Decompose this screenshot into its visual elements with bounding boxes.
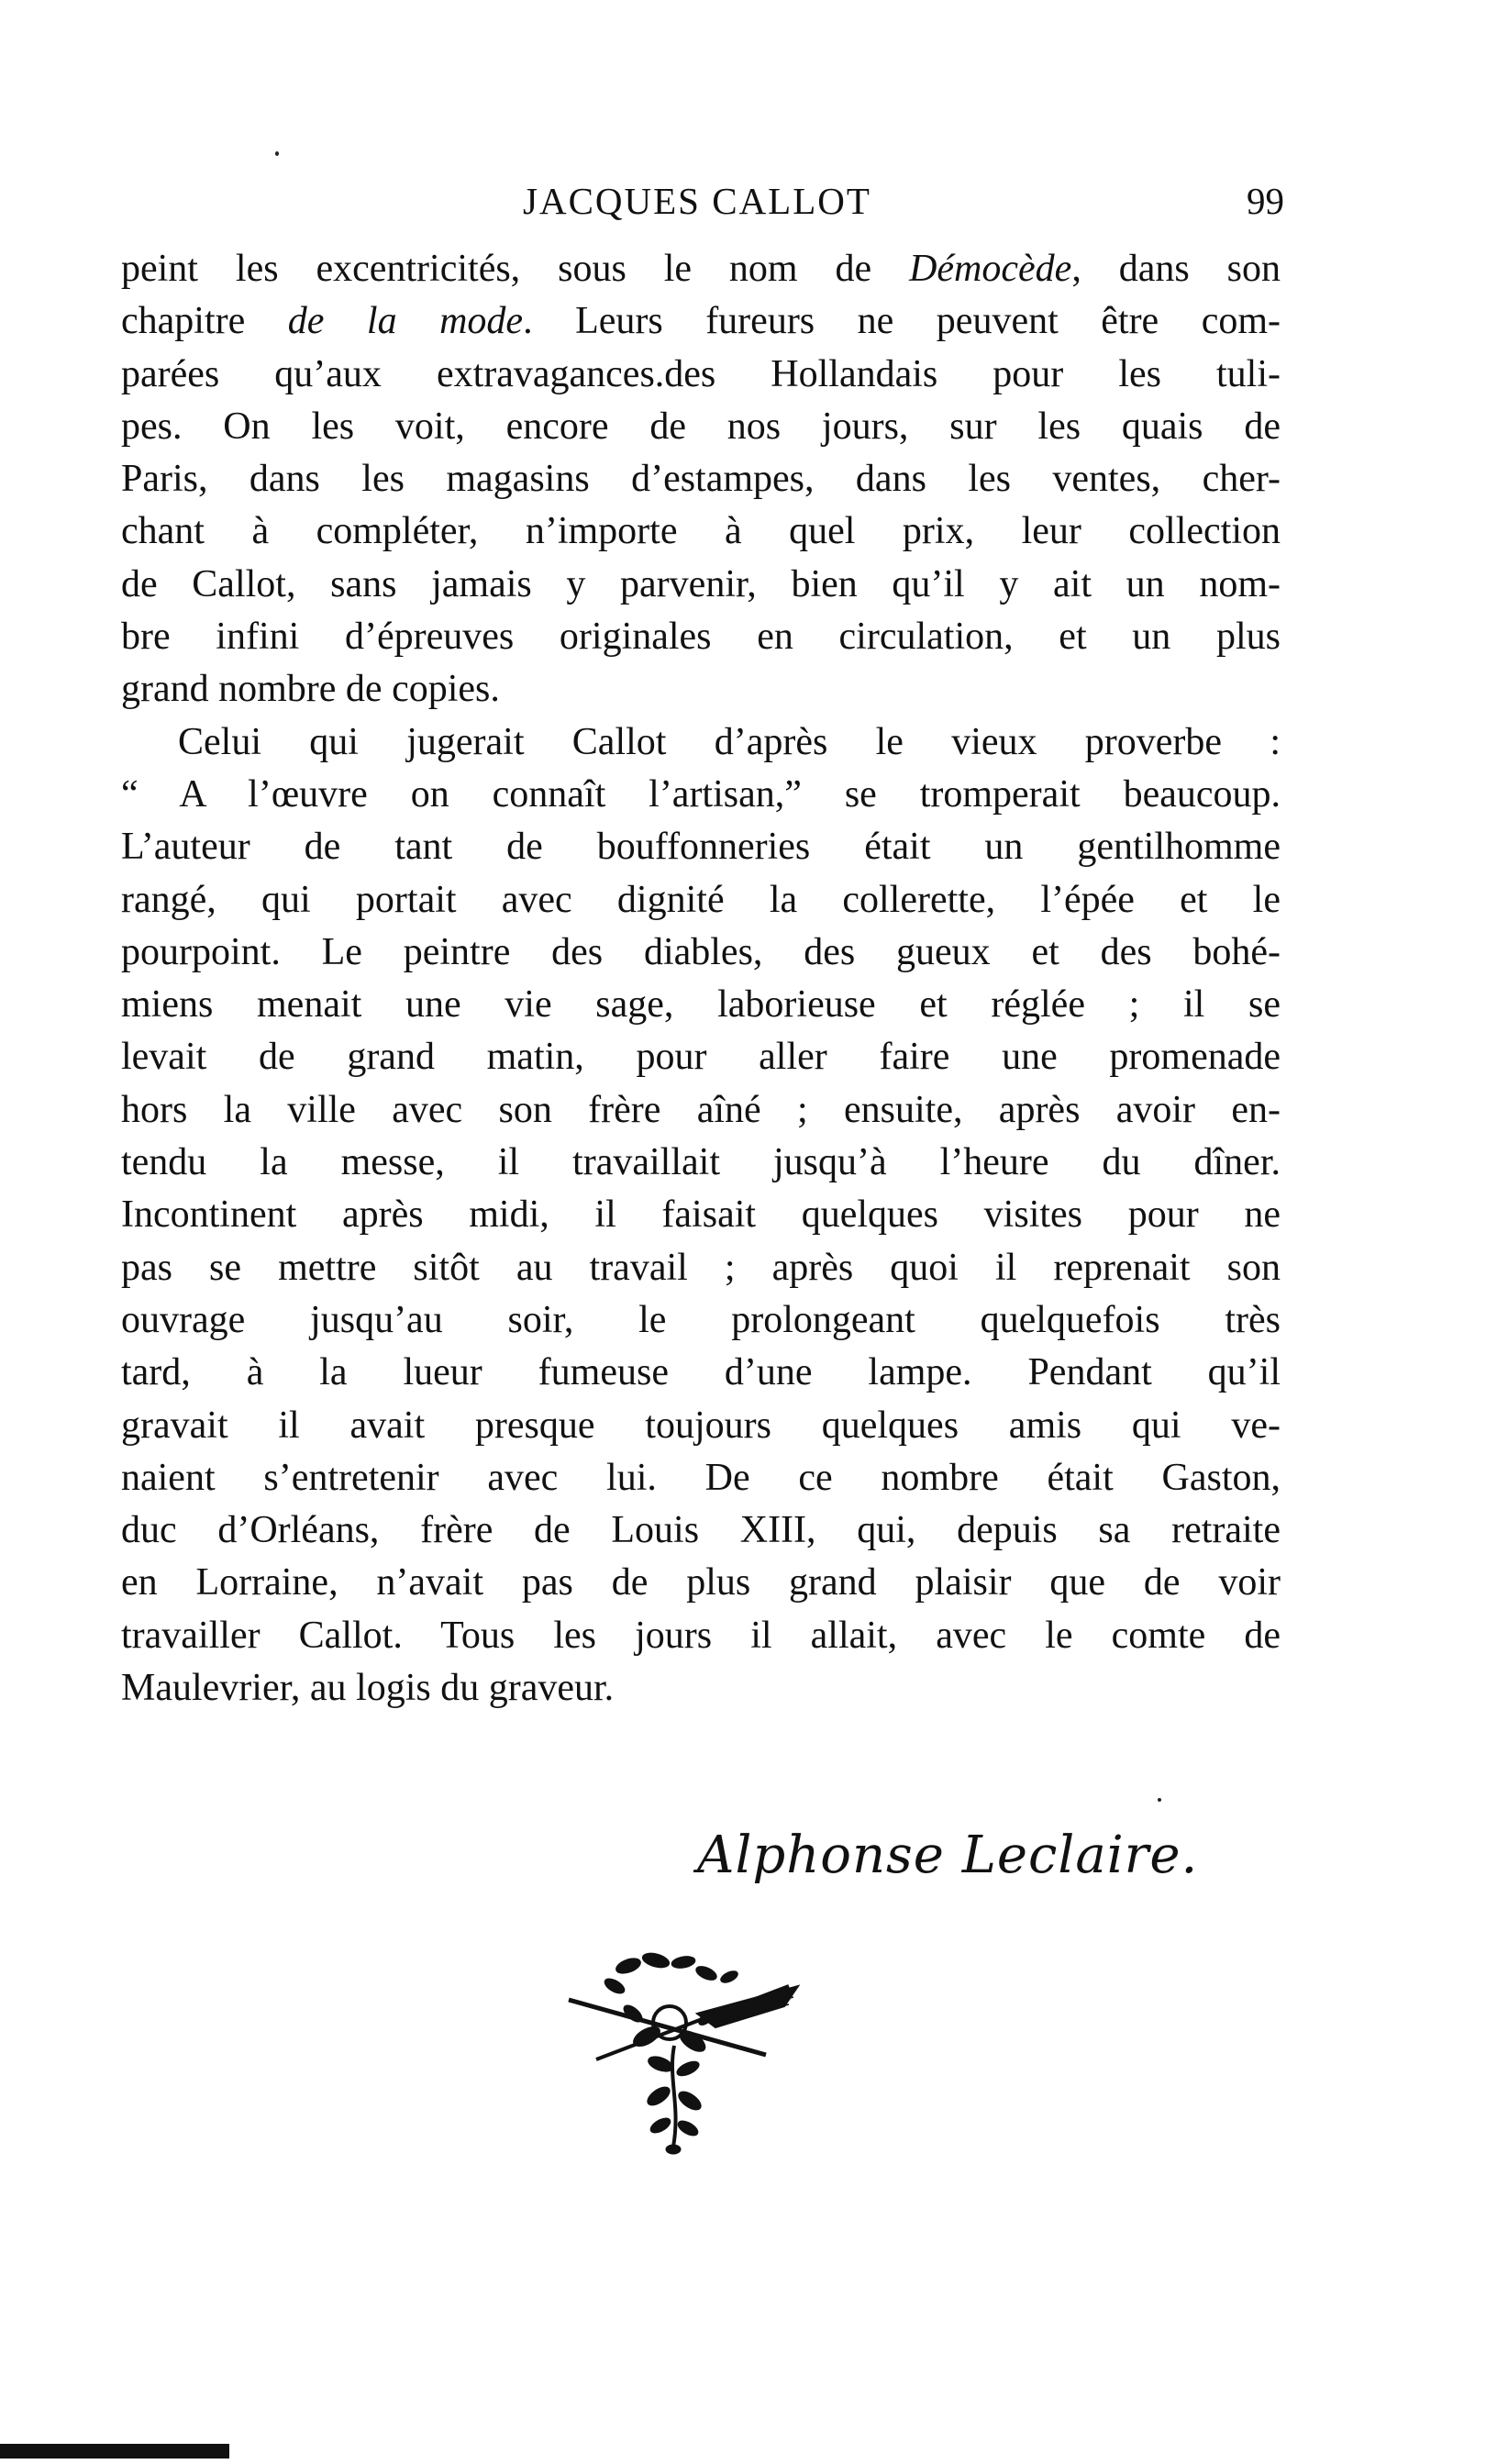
italic-title: de la mode (287, 300, 524, 343)
text-line: parées qu’aux extravagances.des Hollandais pour les tuli- (121, 352, 1281, 395)
text-line: tendu la messe, il travaillait jusqu’à l’heure du dîner. (121, 1141, 1281, 1184)
author-signature: Alphonse Leclaire. (697, 1826, 1199, 1885)
text-line: travailler Callot. Tous les jours il allait, avec le comte de (121, 1614, 1281, 1657)
text-line: gravait il avait presque toujours quelques amis qui ve- (121, 1404, 1281, 1447)
running-title: JACQUES CALLOT (523, 180, 871, 222)
paper-speck (1158, 1798, 1161, 1802)
text-line: chapitre de la mode. Leurs fureurs ne peuvent être com- (121, 300, 1281, 343)
scan-edge-mark (0, 2444, 229, 2458)
text-line: Incontinent après midi, il faisait quelques visites pour ne (121, 1193, 1281, 1237)
text-line: chant à compléter, n’importe à quel prix, leur collection (121, 510, 1281, 553)
text-line: pourpoint. Le peintre des diables, des gueux et des bohé- (121, 930, 1281, 973)
text-line: peint les excentricités, sous le nom de Démocède, dans son (121, 248, 1281, 290)
text-line: bre infini d’épreuves originales en circulation, et un plus (121, 616, 1281, 659)
text-line: Paris, dans les magasins d’estampes, dans les ventes, cher- (121, 458, 1281, 501)
paper-speck (275, 151, 279, 156)
text-line: rangé, qui portait avec dignité la collerette, l’épée et le (121, 878, 1281, 921)
text-line: en Lorraine, n’avait pas de plus grand plaisir que de voir (121, 1561, 1281, 1604)
text-line: de Callot, sans jamais y parvenir, bien qu’il y ait un nom- (121, 562, 1281, 605)
text-line: Maulevrier, au logis du graveur. (121, 1667, 615, 1710)
text-line: pas se mettre sitôt au travail ; après quoi il reprenait son (121, 1246, 1281, 1289)
text-line: grand nombre de copies. (121, 668, 500, 711)
text-line: Celui qui jugerait Callot d’après le vieux proverbe : (178, 720, 1281, 763)
text-line: L’auteur de tant de bouffonneries était un gentilhomme (121, 826, 1281, 869)
body-text (121, 243, 1281, 1715)
text-line: tard, à la lueur fumeuse d’une lampe. Pendant qu’il (121, 1351, 1281, 1394)
text-line: hors la ville avec son frère aîné ; ensuite, après avoir en- (121, 1088, 1281, 1131)
text-line: levait de grand matin, pour aller faire une promenade (121, 1036, 1281, 1079)
text-line: pes. On les voit, encore de nos jours, sur les quais de (121, 405, 1281, 448)
quill-and-sword-floral-vignette-icon (560, 1949, 807, 2156)
text-line: “ A l’œuvre on connaît l’artisan,” se tromperait beaucoup. (121, 772, 1281, 816)
running-head (119, 179, 1284, 234)
text-line: ouvrage jusqu’au soir, le prolongeant quelquefois très (121, 1298, 1281, 1341)
text-line: naient s’entretenir avec lui. De ce nombre était Gaston, (121, 1456, 1281, 1499)
text-line: miens menait une vie sage, laborieuse et réglée ; il se (121, 983, 1281, 1027)
text-line: duc d’Orléans, frère de Louis XIII, qui, depuis sa retraite (121, 1509, 1281, 1552)
page-number: 99 (1247, 180, 1284, 222)
italic-title: Démocède (909, 248, 1072, 290)
